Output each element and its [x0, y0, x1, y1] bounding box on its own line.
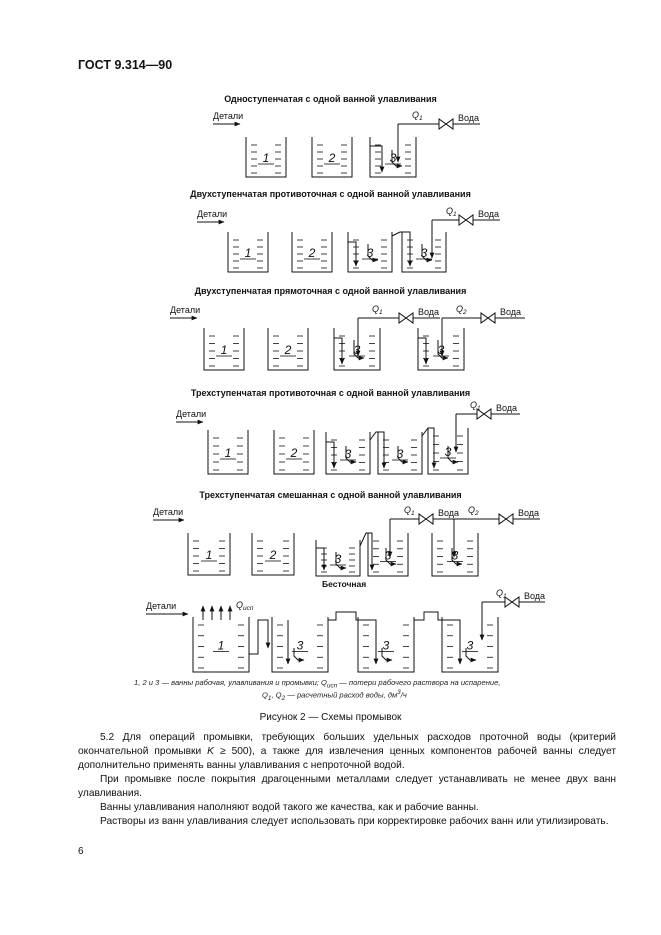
scheme-3-title: Двухступенчатая прямоточная с одной ванной улавливания	[194, 286, 467, 296]
water-label: Вода	[458, 113, 480, 123]
flow-label-sub: 1	[453, 211, 457, 218]
rinse-bath	[348, 232, 392, 272]
bath-number: 3	[466, 638, 474, 653]
flow-label-sub: 2	[463, 309, 467, 316]
transfer-pipe	[328, 612, 376, 664]
water-label: Вода	[418, 307, 440, 317]
figure-caption: Рисунок 2 — Схемы промывок	[259, 712, 402, 723]
scheme-1-title: Одноступенчатая с одной ванной улавливания	[224, 94, 437, 104]
rinse-bath	[370, 137, 416, 177]
flow-rate-label: $Q_1$	[412, 110, 423, 122]
bath-number: 2	[284, 343, 292, 357]
bath-number: 3	[384, 548, 392, 563]
bath-number: 2	[328, 151, 336, 165]
flow-label-sub: 1	[477, 405, 481, 412]
water-label: Вода	[438, 508, 460, 518]
flow-label-sub: 1	[419, 115, 423, 122]
bath-number: 3	[451, 548, 459, 563]
water-label: Вода	[500, 307, 522, 317]
water-label: Вода	[518, 508, 540, 518]
flow-label-sub: исп	[243, 605, 254, 612]
rinse-bath	[272, 617, 328, 672]
flow-rate-label: $Q_1$	[446, 206, 457, 218]
bath-number: 1	[217, 638, 225, 653]
bath-number: 2	[290, 446, 298, 460]
paragraph-5-2: 5.2 Для операций промывки, требующих больших удельных расходов проточной воды (критерий окончательной промывки K ≥ 500), а также для извлечения ценных компонентов рабочей ванны следует дополнительно применять ванны улавливания с непроточной водой.	[78, 732, 616, 772]
valve-icon	[505, 597, 519, 607]
flow-rate-label: $Q_2$	[456, 304, 467, 316]
paragraph-2: При промывке после покрытия драгоценными металлами следует устанавливать не менее двух ванн улавливания.	[78, 774, 616, 800]
flow-label-sub: 1	[503, 593, 507, 600]
flow-rate-label: $Q_1$	[404, 505, 415, 517]
flow-rate-label: $Q_1$	[470, 400, 481, 412]
rinse-bath	[378, 432, 422, 474]
overflow-pipe	[370, 432, 384, 468]
paragraph-4: Растворы из ванн улавливания следует использовать при корректировке рабочих ванн или утилизировать.	[100, 816, 609, 827]
non-flow-note: Бесточная	[322, 579, 367, 589]
drag-out-bath	[274, 430, 314, 474]
water-label: Вода	[524, 591, 546, 601]
flow-rate-label: $Q_1$	[372, 304, 383, 316]
bath-number: 3	[353, 343, 361, 357]
transfer-pipe	[414, 612, 460, 664]
parts-input-label: Детали	[213, 111, 244, 121]
transfer-pipe	[249, 620, 268, 654]
drag-out-bath	[268, 328, 308, 370]
legend-line-1: 1, 2 и 3 — ванны рабочая, улавливания и промывки; $Q_{исп}$ — потери рабочего раствора на испарение,	[134, 678, 501, 690]
parts-input-label: Детали	[170, 305, 201, 315]
legend-line-2: $Q_1$, $Q_2$ — расчетный расход воды, $дм^3/ч$	[262, 689, 407, 703]
bath-number: 3	[437, 343, 445, 357]
parts-input-label: Детали	[197, 209, 228, 219]
scheme-5-title: Трехступенчатая смешанная с одной ванной улавливания	[199, 490, 462, 500]
rinse-bath	[402, 232, 446, 272]
drag-out-bath	[312, 137, 352, 177]
bath-number: 3	[296, 638, 304, 653]
parts-input-label: Детали	[146, 601, 177, 611]
overflow-pipe	[316, 548, 324, 570]
rinse-bath	[432, 533, 478, 576]
scheme-4-title: Трехступенчатая противоточная с одной ванной улавливания	[190, 388, 471, 398]
rinse-bath	[334, 328, 380, 370]
page-number: 6	[78, 846, 84, 857]
rinse-bath	[442, 617, 498, 672]
document-header: ГОСТ 9.314—90	[78, 58, 173, 72]
working-bath	[188, 533, 230, 575]
drag-out-bath	[252, 533, 294, 575]
bath-number: 3	[396, 447, 404, 461]
working-bath	[208, 430, 248, 474]
valve-icon	[499, 514, 513, 524]
valve-icon	[419, 514, 433, 524]
working-bath	[204, 328, 244, 370]
bath-number: 3	[444, 445, 452, 459]
bath-number: 3	[334, 552, 342, 566]
bath-number: 2	[308, 246, 316, 260]
scheme-2-title: Двухступенчатая противоточная с одной ванной улавливания	[190, 189, 471, 199]
rinse-bath	[326, 432, 370, 474]
flow-label-sub: 1	[379, 309, 383, 316]
bath-number: 1	[224, 446, 232, 460]
paragraph-3: Ванны улавливания наполняют водой такого же качества, как и рабочие ванны.	[100, 802, 479, 813]
valve-icon	[439, 119, 453, 129]
valve-icon	[399, 313, 413, 323]
bath-number: 3	[366, 246, 374, 260]
water-label: Вода	[478, 209, 500, 219]
rinse-bath	[316, 540, 360, 576]
bath-number: 1	[220, 343, 228, 357]
bath-number: 3	[344, 447, 352, 461]
valve-icon	[459, 215, 473, 225]
bath-number: 1	[244, 246, 252, 260]
bath-number: 1	[205, 548, 213, 562]
bath-number: 2	[269, 548, 277, 562]
overflow-pipe	[360, 533, 372, 570]
flow-label-sub: 1	[411, 510, 415, 517]
working-bath	[193, 617, 249, 672]
rinse-bath	[358, 617, 414, 672]
bath-number: 3	[420, 246, 428, 260]
parts-input-label: Детали	[176, 409, 207, 419]
parts-input-label: Детали	[153, 507, 184, 517]
rinse-bath	[418, 328, 464, 370]
flow-rate-label: $Q_1$	[496, 588, 507, 600]
water-label: Вода	[496, 403, 518, 413]
working-bath	[228, 232, 268, 272]
drag-out-bath	[292, 232, 332, 272]
bath-number: 3	[382, 638, 390, 653]
flow-rate-label: $Q_2$	[468, 505, 479, 517]
rinse-bath	[368, 533, 408, 576]
bath-number: 3	[389, 151, 397, 165]
evaporation-label: $Q_{исп}$	[236, 600, 254, 612]
bath-number: 1	[262, 151, 270, 165]
working-bath	[246, 137, 286, 177]
valve-icon	[481, 313, 495, 323]
flow-label-sub: 2	[475, 510, 479, 517]
